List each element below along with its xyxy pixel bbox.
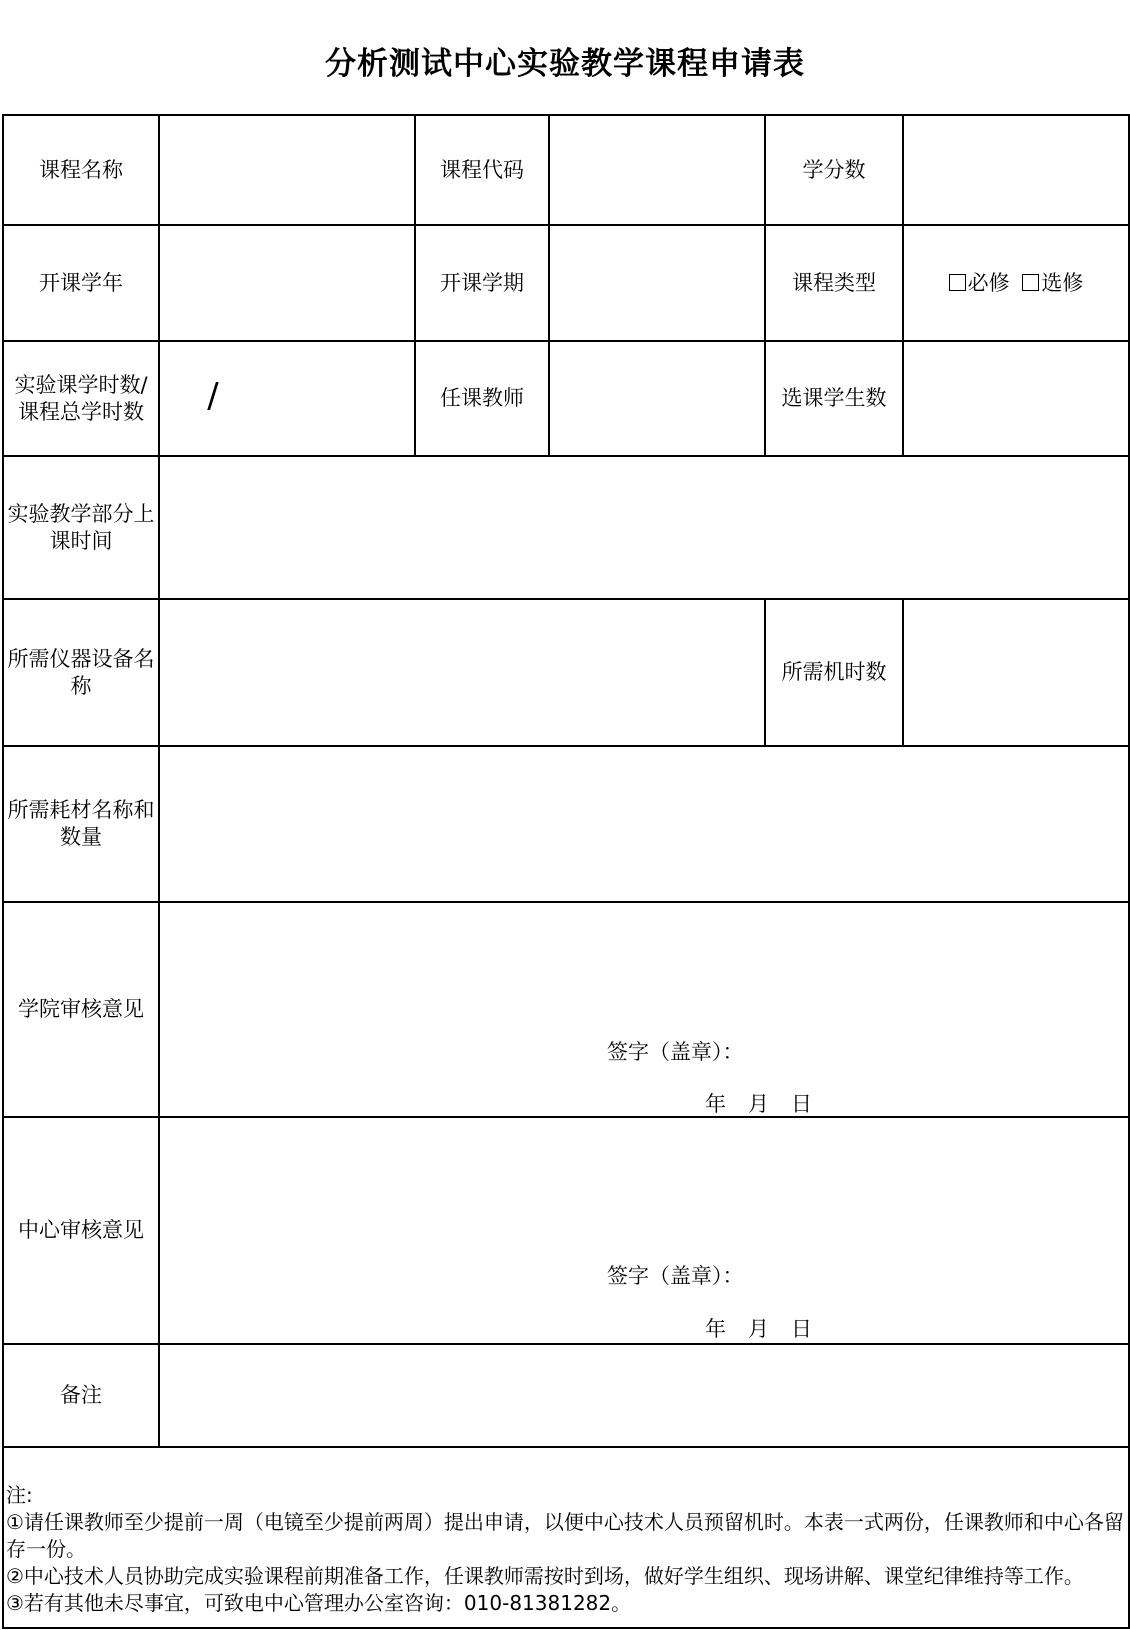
credits-field[interactable] bbox=[903, 115, 1129, 225]
semester-field[interactable] bbox=[549, 225, 765, 341]
teacher-field[interactable] bbox=[549, 341, 765, 456]
academic-year-label: 开课学年 bbox=[3, 225, 159, 341]
consumables-label: 所需耗材名称和数量 bbox=[3, 746, 159, 902]
required-option-label: 必修 bbox=[967, 270, 1010, 295]
schedule-field[interactable] bbox=[159, 456, 1129, 599]
row-consumables bbox=[3, 746, 1129, 902]
course-name-field[interactable] bbox=[159, 115, 415, 225]
machine-hours-label: 所需机时数 bbox=[765, 599, 903, 746]
application-form-table bbox=[2, 114, 1130, 1629]
center-review-label: 中心审核意见 bbox=[3, 1117, 159, 1344]
schedule-label: 实验教学部分上课时间 bbox=[3, 456, 159, 599]
center-date-month: 月 bbox=[748, 1317, 769, 1341]
row-notes bbox=[3, 1447, 1129, 1628]
college-date-day: 日 bbox=[791, 1092, 812, 1116]
credits-label: 学分数 bbox=[765, 115, 903, 225]
college-review-label: 学院审核意见 bbox=[3, 902, 159, 1117]
hours-label: 实验课学时数/课程总学时数 bbox=[3, 341, 159, 456]
college-review-field[interactable] bbox=[159, 902, 1129, 1117]
row-academic-year bbox=[3, 225, 1129, 341]
course-type-label: 课程类型 bbox=[765, 225, 903, 341]
notes-block bbox=[3, 1447, 1129, 1628]
course-type-field bbox=[903, 225, 1129, 341]
elective-checkbox[interactable] bbox=[1022, 274, 1039, 291]
student-count-label: 选课学生数 bbox=[765, 341, 903, 456]
hours-separator: / bbox=[207, 376, 219, 416]
academic-year-field[interactable] bbox=[159, 225, 415, 341]
row-college-review bbox=[3, 902, 1129, 1117]
college-date-line bbox=[705, 1091, 834, 1118]
center-date-line bbox=[705, 1316, 834, 1343]
course-name-label: 课程名称 bbox=[3, 115, 159, 225]
center-review-field[interactable] bbox=[159, 1117, 1129, 1344]
elective-option-label: 选修 bbox=[1041, 270, 1084, 295]
course-code-field[interactable] bbox=[549, 115, 765, 225]
instrument-field[interactable] bbox=[159, 599, 765, 746]
teacher-label: 任课教师 bbox=[415, 341, 549, 456]
instrument-label: 所需仪器设备名称 bbox=[3, 599, 159, 746]
note-item: ③若有其他未尽事宜，可致电中心管理办公室咨询：010-81381282。 bbox=[6, 1591, 632, 1615]
required-checkbox[interactable] bbox=[949, 274, 966, 291]
course-code-label: 课程代码 bbox=[415, 115, 549, 225]
row-remarks bbox=[3, 1344, 1129, 1447]
hours-field[interactable] bbox=[159, 341, 415, 456]
note-item: ①请任课教师至少提前一周（电镜至少提前两周）提出申请，以便中心技术人员预留机时。本表一式两份，任课教师和中心各留存一份。 bbox=[6, 1510, 1124, 1561]
row-course-name bbox=[3, 115, 1129, 225]
row-center-review bbox=[3, 1117, 1129, 1344]
center-signature-label: 签字（盖章）： bbox=[607, 1264, 744, 1288]
college-signature-label: 签字（盖章）： bbox=[607, 1040, 744, 1064]
row-schedule bbox=[3, 456, 1129, 599]
remarks-label: 备注 bbox=[3, 1344, 159, 1447]
semester-label: 开课学期 bbox=[415, 225, 549, 341]
form-title: 分析测试中心实验教学课程申请表 bbox=[325, 46, 805, 82]
machine-hours-field[interactable] bbox=[903, 599, 1129, 746]
row-hours bbox=[3, 341, 1129, 456]
student-count-field[interactable] bbox=[903, 341, 1129, 456]
center-date-day: 日 bbox=[791, 1317, 812, 1341]
remarks-field[interactable] bbox=[159, 1344, 1129, 1447]
note-item: ②中心技术人员协助完成实验课程前期准备工作，任课教师需按时到场，做好学生组织、现场讲解、课堂纪律维持等工作。 bbox=[6, 1564, 1084, 1588]
college-date-month: 月 bbox=[748, 1092, 769, 1116]
consumables-field[interactable] bbox=[159, 746, 1129, 902]
notes-heading: 注: bbox=[6, 1483, 33, 1507]
row-instrument bbox=[3, 599, 1129, 746]
college-date-year: 年 bbox=[705, 1092, 726, 1116]
center-date-year: 年 bbox=[705, 1317, 726, 1341]
